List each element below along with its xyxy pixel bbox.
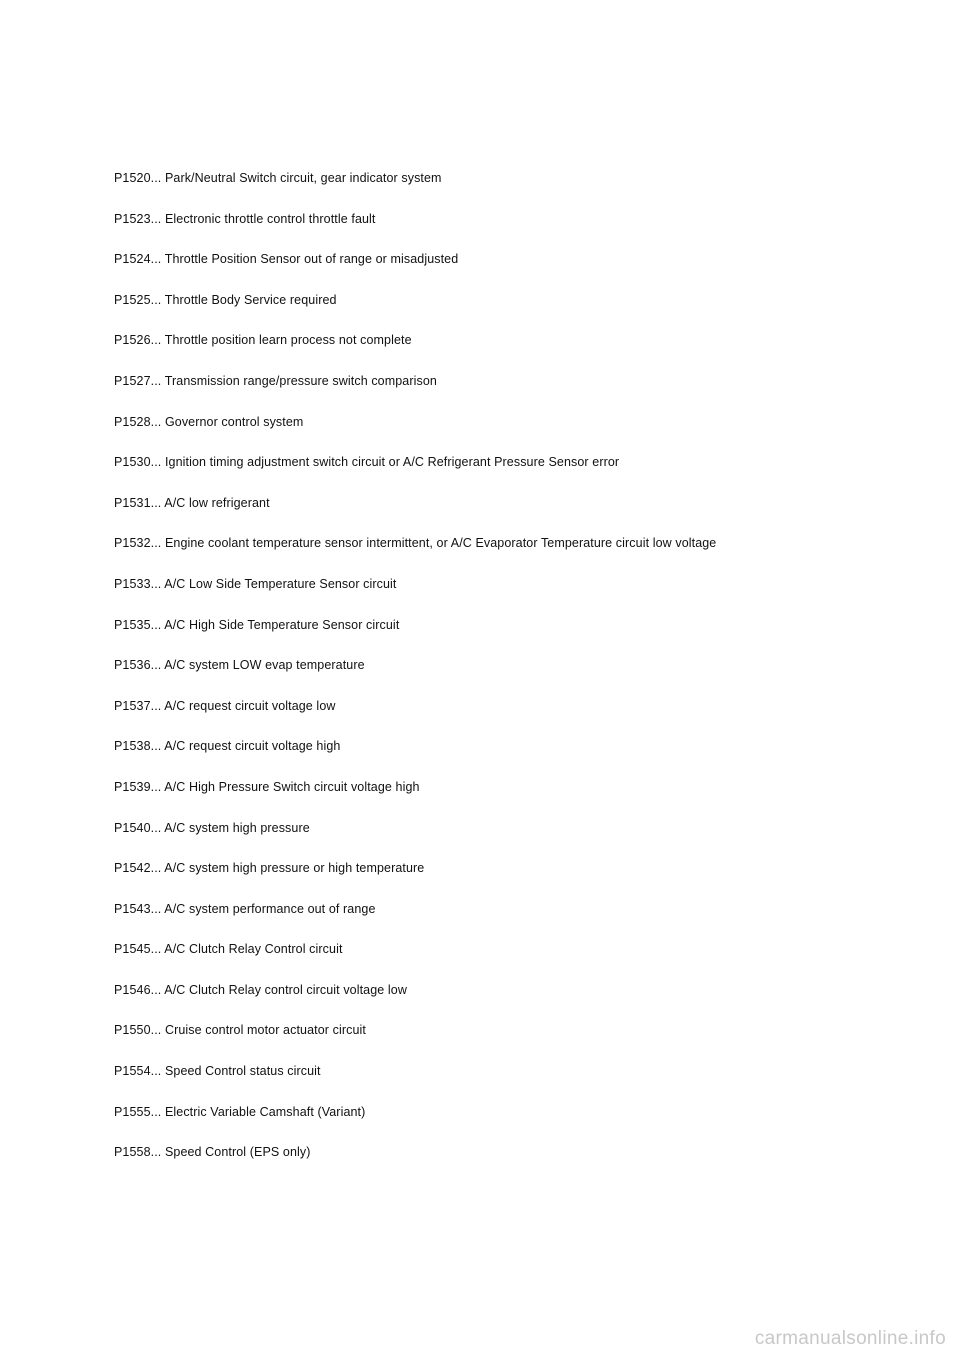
dtc-description: A/C High Side Temperature Sensor circuit — [164, 617, 400, 632]
dtc-description: A/C request circuit voltage high — [164, 739, 341, 754]
dtc-separator: ... — [150, 333, 162, 348]
dtc-separator: ... — [150, 292, 162, 307]
dtc-description: Throttle position learn process not complete — [164, 333, 412, 348]
dtc-separator: ... — [150, 414, 162, 429]
dtc-separator: ... — [150, 617, 162, 632]
watermark: carmanualsonline.info — [754, 1328, 946, 1349]
dtc-separator: ... — [150, 1064, 162, 1079]
dtc-description: Electronic throttle control throttle fault — [164, 211, 376, 226]
dtc-code: P1558 — [114, 1145, 151, 1160]
dtc-description: Governor control system — [164, 414, 304, 429]
dtc-code: P1524 — [114, 252, 151, 267]
list-item — [114, 657, 814, 674]
dtc-description: A/C High Pressure Switch circuit voltage high — [164, 779, 420, 794]
dtc-code: P1532 — [114, 536, 151, 551]
dtc-separator: ... — [150, 1104, 162, 1119]
dtc-description: Cruise control motor actuator circuit — [164, 1023, 366, 1038]
dtc-code: P1536 — [114, 658, 151, 673]
dtc-code: P1554 — [114, 1064, 151, 1079]
dtc-code: P1528 — [114, 414, 151, 429]
list-item — [114, 982, 814, 999]
list-item — [114, 901, 814, 918]
dtc-code: P1538 — [114, 739, 151, 754]
list-item — [114, 292, 814, 309]
dtc-description: A/C system high pressure or high temperature — [164, 861, 425, 876]
dtc-description: Ignition timing adjustment switch circuit or A/C Refrigerant Pressure Sensor error — [164, 455, 620, 470]
dtc-separator: ... — [150, 658, 162, 673]
dtc-separator: ... — [150, 861, 162, 876]
list-item — [114, 576, 814, 593]
dtc-code: P1540 — [114, 820, 151, 835]
dtc-code: P1525 — [114, 292, 151, 307]
dtc-code: P1545 — [114, 942, 151, 957]
dtc-code: P1535 — [114, 617, 151, 632]
dtc-description: Throttle Body Service required — [164, 292, 337, 307]
dtc-code: P1526 — [114, 333, 151, 348]
dtc-separator: ... — [150, 779, 162, 794]
dtc-code: P1542 — [114, 861, 151, 876]
dtc-separator: ... — [150, 171, 162, 185]
dtc-separator: ... — [150, 1145, 162, 1160]
list-item — [114, 617, 814, 634]
list-item — [114, 738, 814, 755]
dtc-description: A/C system performance out of range — [164, 901, 376, 916]
list-item — [114, 1022, 814, 1039]
list-item — [114, 1144, 814, 1161]
list-item — [114, 251, 814, 268]
dtc-separator: ... — [150, 739, 162, 754]
list-item — [114, 941, 814, 958]
dtc-code: P1543 — [114, 901, 151, 916]
dtc-description: A/C system high pressure — [164, 820, 310, 835]
dtc-separator: ... — [150, 495, 162, 510]
dtc-description: Electric Variable Camshaft (Variant) — [164, 1104, 366, 1119]
dtc-separator: ... — [150, 373, 162, 388]
dtc-description: A/C Clutch Relay control circuit voltage low — [164, 982, 407, 997]
dtc-separator: ... — [150, 901, 162, 916]
dtc-separator: ... — [150, 211, 162, 226]
dtc-description: Speed Control status circuit — [164, 1064, 321, 1079]
dtc-code: P1533 — [114, 576, 151, 591]
dtc-code: P1555 — [114, 1104, 151, 1119]
list-item — [114, 820, 814, 837]
dtc-separator: ... — [150, 1023, 162, 1038]
list-item — [114, 495, 814, 512]
dtc-separator: ... — [150, 252, 162, 267]
list-item — [114, 332, 814, 349]
list-item — [114, 779, 814, 796]
list-item — [114, 1104, 814, 1121]
list-item — [114, 373, 814, 390]
dtc-description: A/C Low Side Temperature Sensor circuit — [164, 576, 397, 591]
dtc-code-list — [114, 170, 814, 1185]
dtc-code: P1537 — [114, 698, 151, 713]
dtc-description: Engine coolant temperature sensor intermittent, or A/C Evaporator Temperature circuit low voltage — [164, 536, 717, 551]
dtc-separator: ... — [150, 942, 162, 957]
dtc-code: P1531 — [114, 495, 151, 510]
dtc-code: P1523 — [114, 211, 151, 226]
dtc-separator: ... — [150, 982, 162, 997]
dtc-description: A/C Clutch Relay Control circuit — [164, 942, 343, 957]
dtc-description: A/C low refrigerant — [164, 495, 270, 510]
dtc-code: P1520 — [114, 171, 151, 185]
dtc-separator: ... — [150, 698, 162, 713]
list-item — [114, 211, 814, 228]
list-item — [114, 535, 814, 552]
dtc-separator: ... — [150, 455, 162, 470]
list-item — [114, 454, 814, 471]
dtc-separator: ... — [150, 820, 162, 835]
list-item — [114, 170, 814, 187]
dtc-description: A/C request circuit voltage low — [164, 698, 336, 713]
dtc-description: A/C system LOW evap temperature — [164, 658, 365, 673]
dtc-separator: ... — [150, 576, 162, 591]
dtc-code: P1550 — [114, 1023, 151, 1038]
dtc-description: Throttle Position Sensor out of range or misadjusted — [164, 252, 459, 267]
dtc-description: Park/Neutral Switch circuit, gear indicator system — [164, 171, 442, 185]
dtc-code: P1530 — [114, 455, 151, 470]
list-item — [114, 414, 814, 431]
dtc-description: Transmission range/pressure switch comparison — [164, 373, 437, 388]
list-item — [114, 1063, 814, 1080]
dtc-code: P1539 — [114, 779, 151, 794]
dtc-separator: ... — [150, 536, 162, 551]
dtc-code: P1527 — [114, 373, 151, 388]
list-item — [114, 860, 814, 877]
dtc-description: Speed Control (EPS only) — [164, 1145, 311, 1160]
list-item — [114, 698, 814, 715]
dtc-code: P1546 — [114, 982, 151, 997]
